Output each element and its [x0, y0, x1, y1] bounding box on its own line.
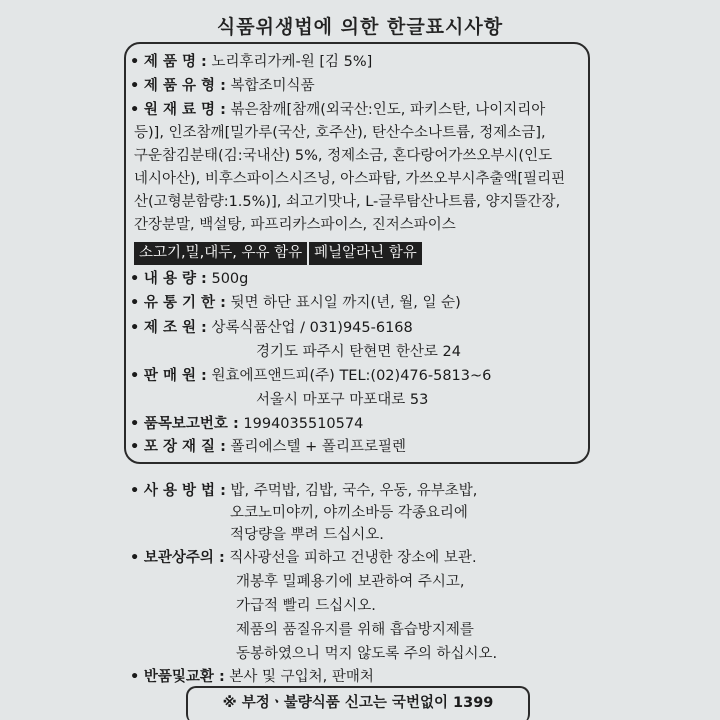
usage-line: 밥, 주먹밥, 김밥, 국수, 우동, 유부초밥,: [230, 483, 478, 499]
allergy-item: 소고기,밀,대두, 우유 함유: [134, 242, 307, 265]
ingredients-row: [130, 100, 545, 120]
bullet: •: [130, 271, 140, 287]
storage-label: 보관상주의 :: [143, 550, 225, 566]
volume-value: 500g: [211, 271, 249, 287]
bullet: •: [130, 669, 140, 685]
product-name-row: [130, 52, 372, 72]
report-number-label: 품목보고번호 :: [143, 416, 239, 432]
seller-row: [130, 366, 491, 386]
product-name-value: 노리후리가케-원 [김 5%]: [211, 54, 373, 70]
ingredients-line: 산(고형분함량:1.5%)], 쇠고기맛나, L-글루탐산나트륨, 양지뜰간장,: [134, 194, 561, 210]
page-title: 식품위생법에 의한 한글표시사항: [216, 16, 504, 38]
volume-row: [130, 269, 248, 289]
product-type-label: 제 품 유 형 :: [143, 78, 226, 94]
allergy-notice: [134, 242, 422, 265]
packaging-row: [130, 437, 406, 457]
returns-label: 반품및교환 :: [143, 669, 225, 685]
storage-line: 가급적 빨리 드십시오.: [236, 598, 376, 614]
volume-label: 내 용 량 :: [143, 271, 207, 287]
product-type-value: 복합조미식품: [230, 78, 315, 94]
product-name-label: 제 품 명 :: [143, 54, 207, 70]
returns-value: 본사 및 구입처, 판매처: [229, 669, 374, 685]
report-notice: ※ 부정ㆍ불량식품 신고는 국번없이 1399: [186, 686, 530, 720]
bullet: •: [130, 368, 140, 384]
bullet: •: [130, 54, 140, 70]
report-number-row: [130, 414, 363, 434]
bullet: •: [130, 78, 140, 94]
usage-row: [130, 481, 477, 501]
manufacturer-value: 상록식품산업 / 031)945-6168: [211, 320, 413, 336]
storage-line: 직사광선을 피하고 건냉한 장소에 보관.: [229, 550, 477, 566]
ingredients-line: 등)], 인조참깨[밀가루(국산, 호주산), 탄산수소나트륨, 정제소금],: [134, 125, 546, 141]
storage-row: [130, 548, 477, 568]
seller-value: 원효에프앤드피(주) TEL:(02)476-5813~6: [211, 368, 492, 384]
manufacturer-address: 경기도 파주시 탄현면 한산로 24: [256, 344, 461, 360]
bullet: •: [130, 550, 140, 566]
storage-line: 동봉하였으니 먹지 않도록 주의 하십시오.: [236, 646, 498, 662]
ingredients-line: 볶은참깨[참깨(외국산:인도, 파키스탄, 나이지리아: [230, 102, 546, 118]
ingredients-line: 간장분말, 백설탕, 파프리카스파이스, 진저스파이스: [134, 217, 456, 233]
allergy-item: 페닐알라닌 함유: [307, 242, 422, 265]
usage-line: 적당량을 뿌려 드십시오.: [230, 527, 384, 543]
returns-row: [130, 667, 374, 687]
seller-address: 서울시 마포구 마포대로 53: [256, 392, 429, 408]
manufacturer-label: 제 조 원 :: [143, 320, 207, 336]
bullet: •: [130, 483, 140, 499]
expiry-value: 뒷면 하단 표시일 까지(년, 월, 일 순): [230, 295, 461, 311]
storage-line: 개봉후 밀폐용기에 보관하여 주시고,: [236, 574, 465, 590]
packaging-label: 포 장 재 질 :: [143, 439, 226, 455]
bullet: •: [130, 416, 140, 432]
bullet: •: [130, 439, 140, 455]
report-number-value: 1994035510574: [243, 416, 364, 432]
bullet: •: [130, 295, 140, 311]
expiry-label: 유 통 기 한 :: [143, 295, 226, 311]
usage-label: 사 용 방 법 :: [143, 483, 226, 499]
bullet: •: [130, 320, 140, 336]
product-type-row: [130, 76, 315, 96]
ingredients-line: 네시아산), 비후스파이스시즈닝, 아스파탐, 가쓰오부시추출액[필리핀: [134, 171, 566, 187]
bullet: •: [130, 102, 140, 118]
ingredients-label: 원 재 료 명 :: [143, 102, 226, 118]
usage-line: 오코노미야끼, 야끼소바등 각종요리에: [230, 505, 468, 521]
manufacturer-row: [130, 318, 413, 338]
storage-line: 제품의 품질유지를 위해 흡습방지제를: [236, 622, 474, 638]
seller-label: 판 매 원 :: [143, 368, 207, 384]
packaging-value: 폴리에스텔 + 폴리프로필렌: [230, 439, 406, 455]
expiry-row: [130, 293, 461, 313]
ingredients-line: 구운참김분태(김:국내산) 5%, 정제소금, 혼다랑어가쓰오부시(인도: [134, 148, 553, 164]
